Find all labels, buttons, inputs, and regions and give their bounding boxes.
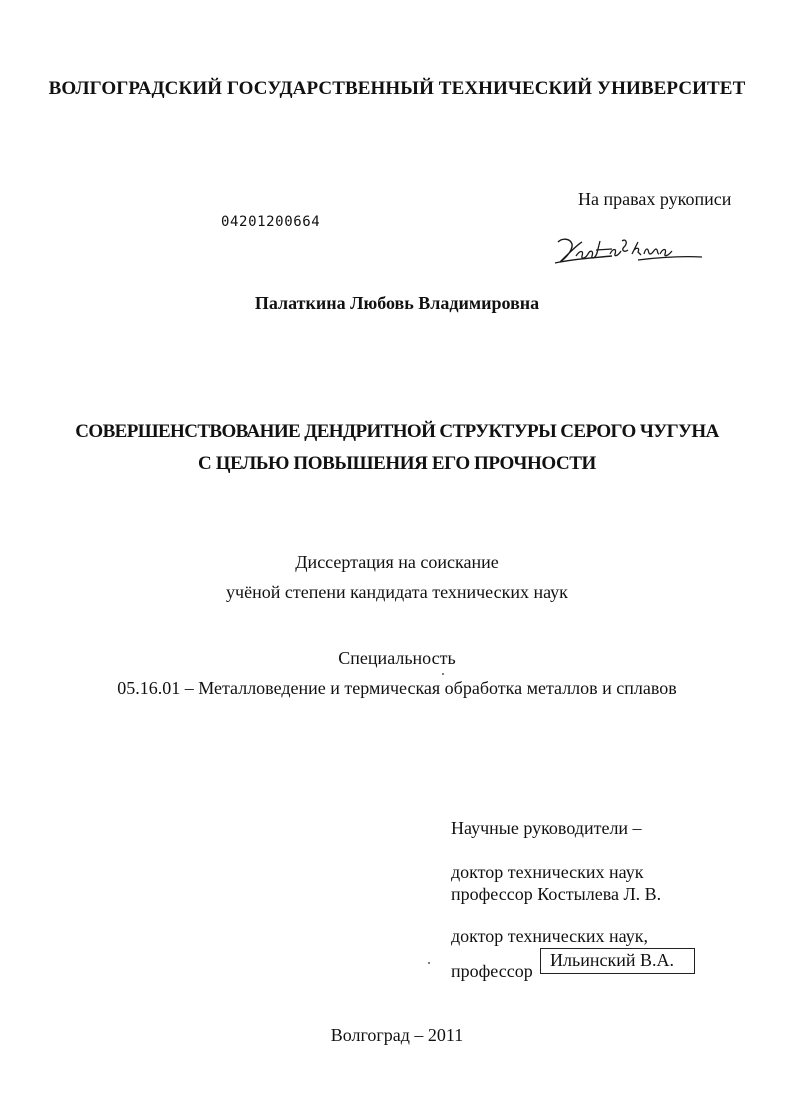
supervisor-1-degree: доктор технических наук — [451, 862, 644, 882]
supervisor-2-name-stamp: Ильинский В.А. — [540, 948, 695, 974]
dissertation-title-line-2: С ЦЕЛЬЮ ПОВЫШЕНИЯ ЕГО ПРОЧНОСТИ — [198, 453, 596, 474]
supervisor-1-name: профессор Костылева Л. В. — [451, 884, 662, 904]
specialty-text: 05.16.01 – Металловедение и термическая обработка металлов и сплавов — [117, 678, 677, 698]
scan-speck — [428, 962, 430, 964]
scan-speck — [442, 673, 444, 675]
author-signature — [552, 232, 712, 272]
dissertation-type-line-1: Диссертация на соискание — [295, 552, 499, 572]
author-name: Палаткина Любовь Владимировна — [254, 293, 540, 313]
supervisor-2-degree: доктор технических наук, — [451, 926, 648, 946]
university-name: ВОЛГОГРАДСКИЙ ГОСУДАРСТВЕННЫЙ ТЕХНИЧЕСКИЙ УНИВЕРСИТЕТ — [48, 78, 746, 99]
supervisors-heading: Научные руководители – — [451, 818, 642, 838]
dissertation-type-line-2: учёной степени кандидата технических наук — [226, 582, 568, 602]
dissertation-title-line-1: СОВЕРШЕНСТВОВАНИЕ ДЕНДРИТНОЙ СТРУКТУРЫ СЕРОГО ЧУГУНА — [75, 421, 719, 442]
manuscript-rights-note: На правах рукописи — [578, 189, 732, 209]
document-number: 04201200664 — [221, 214, 321, 230]
city-year: Волгоград – 2011 — [330, 1025, 464, 1045]
specialty-label: Специальность — [338, 648, 456, 668]
supervisor-2-title: профессор — [451, 961, 533, 981]
